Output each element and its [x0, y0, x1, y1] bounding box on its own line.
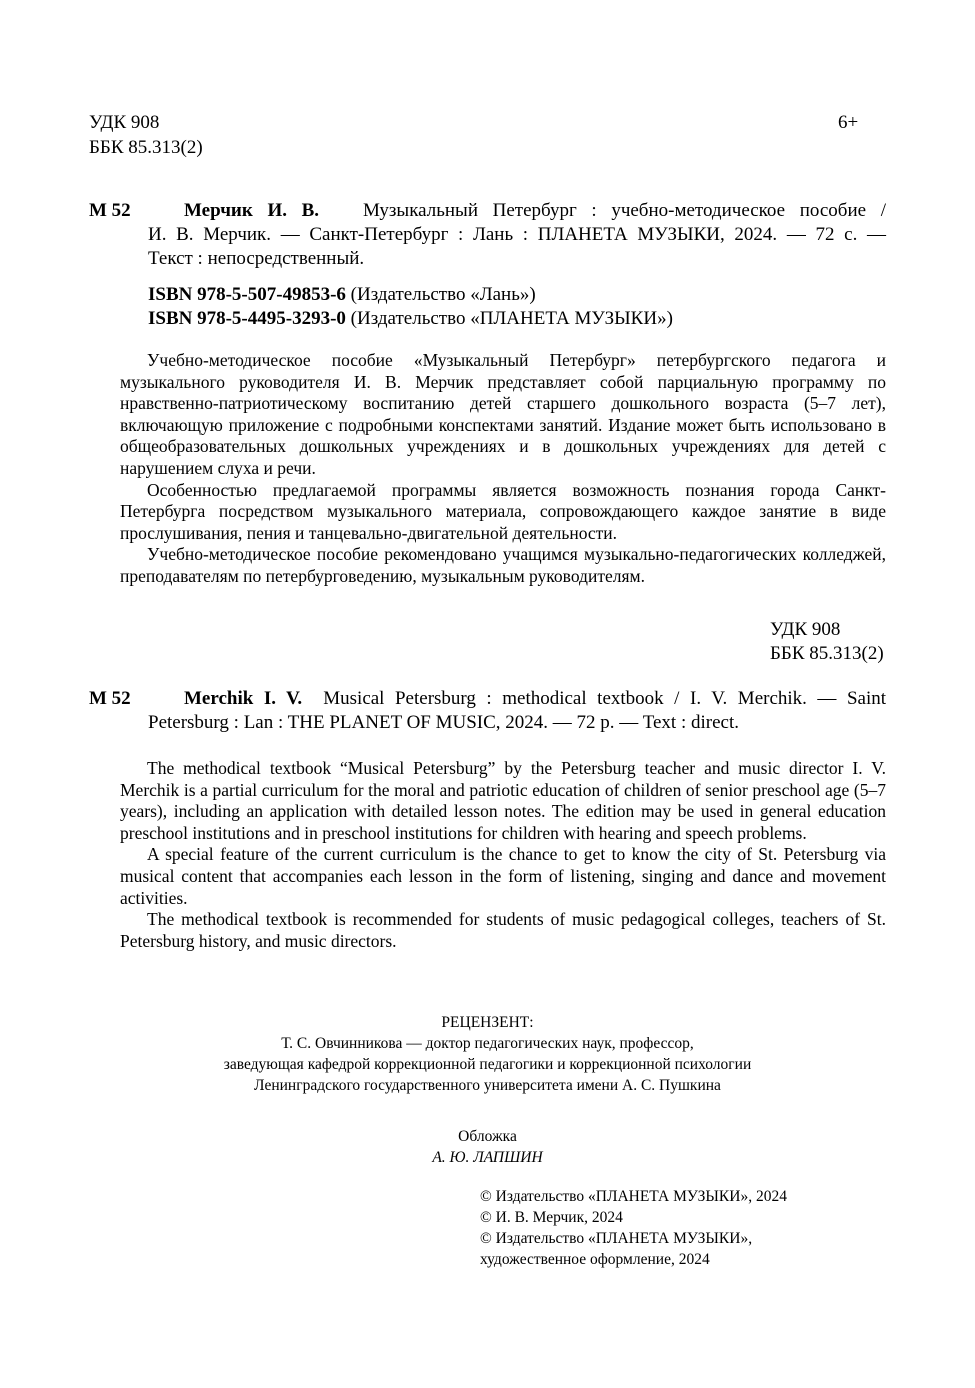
en-entry-code: М 52	[89, 688, 131, 709]
ru-entry-author: Мерчик И. В.	[184, 200, 320, 221]
cover-label: Обложка	[458, 1128, 517, 1145]
ru-abstract-paragraph: Учебно-методическое пособие рекомендовано учащимся музыкально-педагогических колледжей, преподавателям по петербурговедению, музыкальным руководителям.	[120, 544, 886, 586]
reviewer-line: Т. С. Овчинникова — доктор педагогических наук, профессор,	[281, 1035, 694, 1052]
udk-code: УДК 908	[89, 112, 160, 133]
isbn-planet	[148, 307, 673, 331]
age-rating: 6+	[838, 112, 859, 133]
reviewer-line: заведующая кафедрой коррекционной педагогики и коррекционной психологии	[223, 1056, 752, 1073]
isbn-lan-number: ISBN 978-5-507-49853-6	[148, 284, 346, 305]
reviewer-line: Ленинградского государственного университета имени А. С. Пушкина	[254, 1077, 721, 1094]
isbn-lan-publisher: (Издательство «Лань»)	[350, 284, 536, 305]
ru-abstract-paragraph: Особенностью предлагаемой программы является возможность познания города Санкт-Петербурга посредством музыкального материала, сопровождающего каждое занятие в виде прослушивания, пения и танцевально-двигательной деятельности.	[120, 479, 886, 543]
ru-entry-line2: И. В. Мерчик. — Санкт-Петербург : Лань : ПЛАНЕТА МУЗЫКИ, 2024. — 72 с. —	[148, 224, 886, 245]
ru-entry-code: М 52	[89, 200, 131, 221]
copyright-block	[480, 1186, 787, 1270]
en-abstract-paragraph: The methodical textbook “Musical Petersburg” by the Petersburg teacher and music director I. V. Merchik is a partial curriculum for the moral and patriotic education of children of senior preschool age (5–7 years), including an application with detailed lesson notes. The edition may be used in general education preschool institutions and in preschool institutions for children with hearing and speech problems.	[120, 758, 886, 843]
en-abstract	[120, 758, 886, 952]
ru-entry-line1	[184, 199, 886, 223]
bbk-code-secondary: ББК 85.313(2)	[770, 643, 884, 664]
bbk-code: ББК 85.313(2)	[89, 137, 203, 158]
en-entry-line2: Petersburg : Lan : THE PLANET OF MUSIC, 2024. — 72 p. — Text : direct.	[148, 712, 739, 733]
reviewer-heading: РЕЦЕНЗЕНТ:	[441, 1014, 534, 1031]
isbn-planet-publisher: (Издательство «ПЛАНЕТА МУЗЫКИ»)	[350, 308, 673, 329]
cover-artist: А. Ю. ЛАПШИН	[432, 1149, 543, 1166]
en-entry-author: Merchik I. V.	[184, 688, 303, 709]
copyright-line: художественное оформление, 2024	[480, 1251, 710, 1268]
en-abstract-paragraph: A special feature of the current curriculum is the chance to get to know the city of St. Petersburg via musical content that accompanies each lesson in the form of listening, singing and dance and movement activities.	[120, 844, 886, 908]
copyright-line: © Издательство «ПЛАНЕТА МУЗЫКИ», 2024	[480, 1188, 787, 1205]
ru-entry-line3: Текст : непосредственный.	[148, 248, 365, 269]
en-abstract-paragraph: The methodical textbook is recommended for students of music pedagogical colleges, teachers of St. Petersburg history, and music directors.	[120, 909, 886, 951]
en-entry-title: Musical Petersburg : methodical textbook / I. V. Merchik. — Saint	[323, 688, 887, 709]
copyright-line: © И. В. Мерчик, 2024	[480, 1209, 623, 1226]
en-entry-line1	[184, 687, 886, 711]
ru-abstract	[120, 350, 886, 588]
cover-block	[0, 1126, 975, 1168]
reviewer-block	[0, 1012, 975, 1096]
isbn-lan	[148, 283, 536, 307]
ru-entry-title: Музыкальный Петербург : учебно-методическое пособие /	[363, 200, 886, 221]
udk-code-secondary: УДК 908	[770, 619, 841, 640]
isbn-planet-number: ISBN 978-5-4495-3293-0	[148, 308, 346, 329]
copyright-line: © Издательство «ПЛАНЕТА МУЗЫКИ»,	[480, 1230, 753, 1247]
ru-abstract-paragraph: Учебно-методическое пособие «Музыкальный Петербург» петербургского педагога и музыкального руководителя И. В. Мерчик представляет собой парциальную программу по нравственно-патриотическому воспитанию детей старшего дошкольного возраста (5–7 лет), включающую приложение с подробными конспектами занятий. Издание может быть использовано в общеобразовательных дошкольных учреждениях и в дошкольных учреждениях для детей с нарушением слуха и речи.	[120, 350, 886, 478]
